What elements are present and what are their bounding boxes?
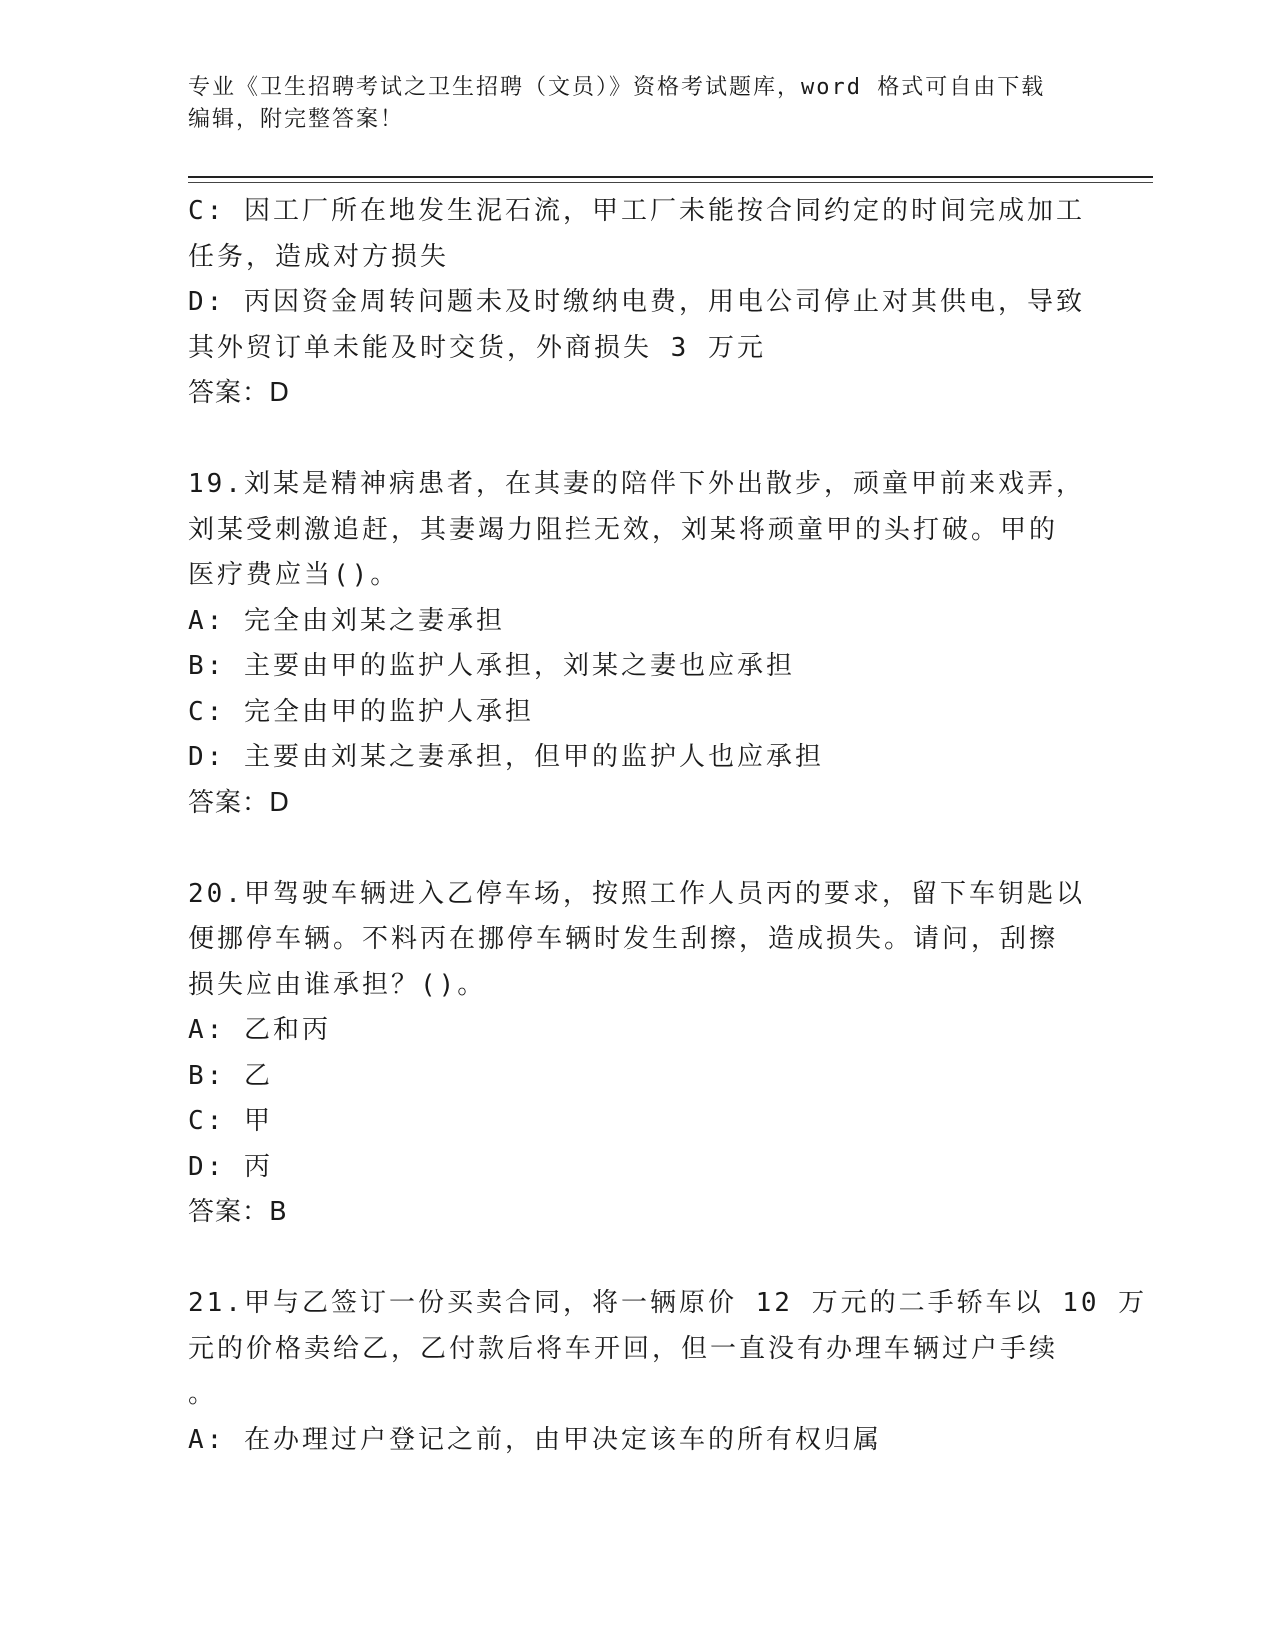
option-d: D: 丙 (188, 1151, 273, 1182)
answer-text: 答案：D (188, 787, 291, 818)
answer-text: 答案：B (188, 1197, 288, 1227)
question-21 (188, 1281, 1148, 1463)
header-divider-thin (188, 182, 1153, 183)
option-c-line-2: 任务，造成对方损失 (188, 241, 450, 272)
question-19 (188, 462, 1088, 826)
spacer (188, 1236, 1088, 1282)
option-d: D: 主要由刘某之妻承担，但甲的监护人也应承担 (188, 742, 824, 772)
option-c: C: 完全由甲的监护人承担 (188, 696, 534, 727)
option-a: A: 完全由刘某之妻承担 (188, 605, 505, 636)
option-a: A: 在办理过户登记之前，由甲决定该车的所有权归属 (188, 1424, 882, 1455)
question-stem-line-1: 21.甲与乙签订一份买卖合同，将一辆原价 12 万元的二手轿车以 10 万 (188, 1288, 1148, 1318)
question-stem-line-3: 损失应由谁承担？()。 (188, 969, 487, 1000)
option-d-line-1: D: 丙因资金周转问题未及时缴纳电费，用电公司停止对其供电，导致 (188, 287, 1085, 317)
question-list (188, 189, 1148, 1463)
spacer (188, 417, 1088, 463)
question-18 (188, 189, 1088, 417)
question-stem-line-2: 便挪停车辆。不料丙在挪停车辆时发生刮擦，造成损失。请问，刮擦 (188, 924, 1059, 954)
question-stem-line-1: 20.甲驾驶车辆进入乙停车场，按照工作人员丙的要求，留下车钥匙以 (188, 878, 1085, 909)
option-b: B: 主要由甲的监护人承担，刘某之妻也应承担 (188, 651, 795, 681)
answer-text: 答案：D (188, 378, 291, 408)
option-c-line-1: C: 因工厂所在地发生泥石流，甲工厂未能按合同约定的时间完成加工 (188, 196, 1085, 226)
header-divider-thick (188, 176, 1153, 178)
header-line-1: 专业《卫生招聘考试之卫生招聘（文员）》资格考试题库，word 格式可自由下载 (188, 75, 1046, 100)
document-header (188, 72, 1088, 136)
question-stem-line-3: 医疗费应当()。 (188, 560, 400, 590)
question-stem-line-3: 。 (188, 1379, 218, 1409)
option-d-line-2: 其外贸订单未能及时交货，外商损失 3 万元 (188, 332, 766, 363)
option-a: A: 乙和丙 (188, 1015, 331, 1045)
question-stem-line-1: 19.刘某是精神病患者，在其妻的陪伴下外出散步，顽童甲前来戏弄， (188, 469, 1085, 499)
spacer (188, 826, 1088, 872)
question-stem-line-2: 刘某受刺激追赶，其妻竭力阻拦无效，刘某将顽童甲的头打破。甲的 (188, 514, 1059, 545)
question-stem-line-2: 元的价格卖给乙，乙付款后将车开回，但一直没有办理车辆过户手续 (188, 1333, 1059, 1364)
option-c: C: 甲 (188, 1106, 273, 1136)
option-b: B: 乙 (188, 1060, 273, 1091)
header-line-2: 编辑，附完整答案！ (188, 107, 405, 132)
question-20 (188, 872, 1088, 1236)
